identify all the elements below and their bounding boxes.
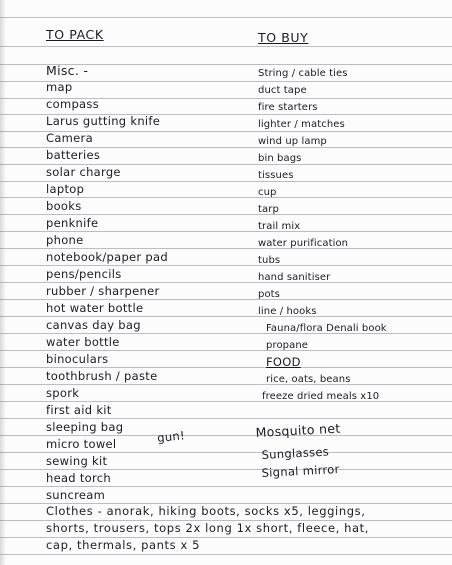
ruled-line <box>0 316 452 317</box>
clothes-line: shorts, trousers, tops 2x long 1x short, fleece, hat, <box>46 521 370 535</box>
ruled-line <box>0 231 452 232</box>
buy-item: tissues <box>258 170 294 181</box>
buy-item: line / hooks <box>258 306 317 317</box>
ruled-line <box>0 248 452 249</box>
pack-item: laptop <box>46 182 85 196</box>
extra-item: Mosquito net <box>255 420 341 440</box>
ruled-line <box>0 401 452 402</box>
buy-item: tarp <box>258 204 279 215</box>
ruled-line <box>0 299 452 300</box>
buy-item: bin bags <box>258 153 302 164</box>
ruled-line <box>0 554 452 555</box>
ruled-line <box>0 282 452 283</box>
pack-item: suncream <box>46 488 106 502</box>
pack-item: head torch <box>46 471 111 485</box>
pack-item: solar charge <box>46 165 121 179</box>
ruled-line <box>0 265 452 266</box>
ruled-line <box>0 17 452 18</box>
ruled-line <box>0 418 452 419</box>
pack-item: pens/pencils <box>46 267 122 281</box>
buy-item: Fauna/flora Denali book <box>266 323 387 334</box>
clothes-line: Clothes - anorak, hiking boots, socks x5, leggings, <box>46 504 366 518</box>
pack-item: books <box>46 199 82 213</box>
extra-item: Sunglasses <box>261 444 330 462</box>
ruled-line <box>0 469 452 470</box>
pack-item: sleeping bag <box>46 420 124 434</box>
pack-item: Larus gutting knife <box>46 114 161 128</box>
pack-item: binoculars <box>46 352 109 366</box>
pack-item: water bottle <box>46 335 120 349</box>
to-buy-heading: TO BUY <box>258 30 309 45</box>
buy-item: fire starters <box>258 102 318 113</box>
buy-item: propane <box>266 340 309 351</box>
food-heading: FOOD <box>266 355 301 369</box>
buy-item: duct tape <box>258 85 307 96</box>
pack-item: hot water bottle <box>46 301 144 315</box>
buy-item: String / cable ties <box>258 68 348 79</box>
buy-item: pots <box>258 289 280 300</box>
pack-item: spork <box>46 386 80 400</box>
ruled-line <box>0 197 452 198</box>
food-item: freeze dried meals x10 <box>262 391 380 402</box>
ruled-line <box>0 214 452 215</box>
buy-item: cup <box>258 187 277 198</box>
pack-item: canvas day bag <box>46 318 141 332</box>
pack-item: toothbrush / paste <box>46 369 158 383</box>
clothes-line: cap, thermals, pants x 5 <box>46 538 201 552</box>
extra-item: Signal mirror <box>261 461 340 480</box>
pack-item: Camera <box>46 131 93 145</box>
pack-item: phone <box>46 233 84 247</box>
ruled-line <box>0 46 452 47</box>
to-pack-heading: TO PACK <box>46 27 104 42</box>
food-item: rice, oats, beans <box>266 374 351 385</box>
gun-note: gun! <box>156 428 186 445</box>
ruled-line <box>0 486 452 487</box>
ruled-line <box>0 367 452 368</box>
pack-item: rubber / sharpener <box>46 284 160 298</box>
buy-item: water purification <box>258 238 349 249</box>
pack-item: first aid kit <box>46 403 112 417</box>
pack-item: micro towel <box>46 437 117 451</box>
ruled-line <box>0 452 452 453</box>
pack-item: map <box>46 80 73 94</box>
ruled-line <box>0 350 452 351</box>
pack-item: Misc. - <box>46 63 89 78</box>
buy-item: tubs <box>258 255 281 266</box>
ruled-line <box>0 384 452 385</box>
pack-item: notebook/paper pad <box>46 250 168 264</box>
buy-item: lighter / matches <box>258 119 345 130</box>
pack-item: penknife <box>46 216 99 230</box>
buy-item: hand sanitiser <box>258 272 331 283</box>
buy-item: wind up lamp <box>258 136 327 147</box>
pack-item: batteries <box>46 148 101 162</box>
pack-item: sewing kit <box>46 454 108 468</box>
buy-item: trail mix <box>258 221 301 232</box>
ruled-line <box>0 435 452 436</box>
pack-item: compass <box>46 97 99 111</box>
